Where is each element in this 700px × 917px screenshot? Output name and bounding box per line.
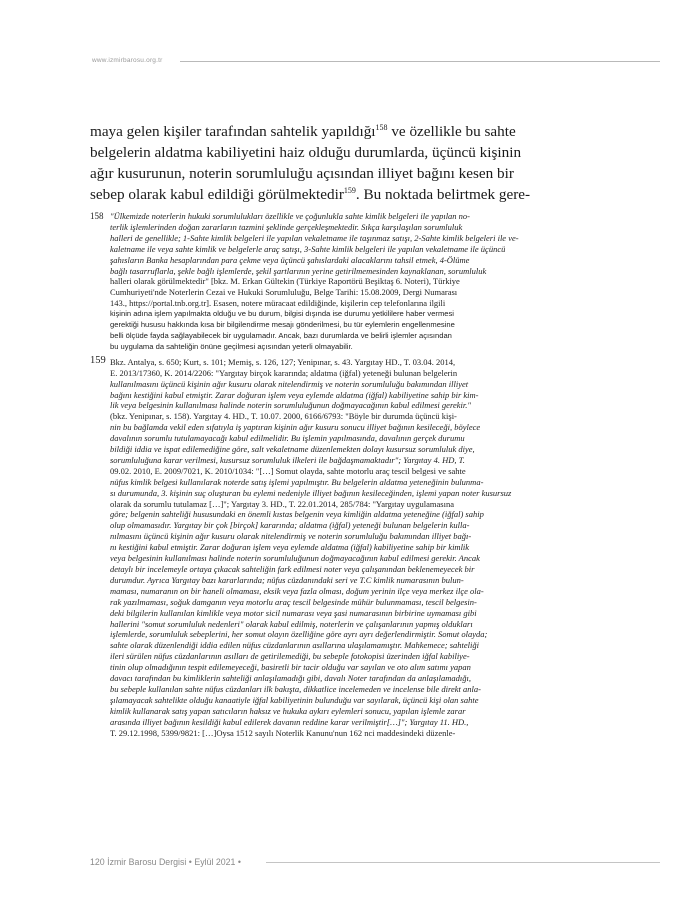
body-text-segment: sebep olarak kabul edildiği görülmektedir [90, 186, 344, 203]
footnote-line: işlemlerde, sorumluluk sebeplerini, her somut olayın özelliğine göre ayrı ayrı değerlendirmiştir. Somut olayda; [110, 629, 488, 640]
footnote-158 [90, 211, 610, 353]
footer-rule [266, 862, 660, 863]
header-url[interactable]: www.izmirbarosu.org.tr [92, 57, 163, 64]
footnote-line: bu uygulama da sahteliğin önüne geçilmesi açısından yeterli olmayabilir. [110, 341, 353, 351]
footnote-number: 158 [90, 211, 104, 221]
footnote-line: olarak da sorumlu tutulamaz […]"; Yargıtay 3. HD., T. 22.01.2014, 285/784: "Yargıtay uygulamasına [110, 498, 454, 509]
footnote-line: şahısların Banka hesaplarından para çekme veya üçüncü şahıslardaki alacaklarını tahsil etmek, 4-Ölüme [110, 254, 470, 265]
footnote-159 [90, 354, 610, 739]
page-footer [90, 857, 241, 867]
footnote-line: durumdur. Ayrıca Yargıtay bazı kararlarında; nüfus cüzdanındaki seri ve T.C kimlik numarasının bulun- [110, 574, 464, 585]
page-number: 120 [90, 857, 105, 867]
footnote-line: hallerini "somut sorumluluk nedenleri" olarak kabul edilmiş, noterlerin ve çalışanlarının yapmış oldukları [110, 618, 473, 629]
body-text [90, 121, 610, 205]
footnote-reference[interactable]: 159 [343, 186, 356, 195]
footnote-line: kimlik kullanarak satış yapan satıcıların haksız ve hukuka aykırı eylemleri sonucu, yapılan işlemle zarar [110, 705, 466, 716]
footnote-line: Bkz. Antalya, s. 650; Kurt, s. 101; Memiş, s. 126, 127; Yenipınar, s. 43. Yargıtay HD., T. 03.04. 2014, [110, 356, 456, 367]
footnote-line: arasında illiyet bağının kesildiği kabul edilerek davanın reddine karar verilmiştir[…]"; Yargıtay 11. HD., [110, 716, 469, 727]
footnote-reference[interactable]: 158 [375, 123, 388, 132]
footnote-line: sahte olarak düzenlendiği iddia edilen nüfus cüzdanlarının asıllarına ulaşılamamıştır. Mahkemece; sahteliği [110, 640, 480, 651]
body-text-segment: ve özellikle bu sahte [387, 123, 516, 140]
footnote-line: belli ölçüde fayda sağlayabilecek bir uygulamadır. Ancak, bazı durumlarda ve belirli işlemler açısından [110, 330, 452, 340]
footnote-line: nüfus kimlik belgesi kullanılarak noterde satış işlemi yapılmıştır. Bu belgelerin aldatma yeteneğinin bulunma- [110, 476, 484, 487]
body-line [90, 142, 610, 163]
footnote-line: davalının sorumlu tutulamayacağı kabul edilmelidir. Bu işlemin yapılmasında, davalının gerçek durumu [110, 433, 465, 444]
body-line [90, 121, 610, 142]
footnote-line: Cumhuriyeti'nde Noterlerin Cezai ve Hukuki Sorumluluğu, Belge Tarihi: 15.08.2009, Dergi Numarası [110, 287, 458, 298]
footnotes [90, 211, 610, 743]
footnote-line: bağlı tasarruflarla, şekle bağlı işlemlerde, şekil şartlarının yerine getirilmemesinden kaynaklanan, sorumluluk [110, 265, 487, 276]
footnote-line: nı kestiğini kabul etmiştir. Zarar doğuran işlem veya eylemde aldatma (iğfal) kabiliyetine sahip bir kimlik [110, 542, 470, 553]
footer-separator: • [188, 857, 192, 867]
body-text-segment: . Bu noktada belirtmek gere- [355, 186, 531, 203]
footnote-line: lik veya belgesinin kullanılması halinde noterin sorumluluğunun doğmayacağının kabul edilmesi gerekir." [110, 400, 471, 411]
footnote-line: terlik işlemlerinden doğan zararların tazmini şeklinde gerçekleşmektedir. Sıkça karşılaşılan sorumluluk [110, 221, 463, 232]
footnote-line: rak yazılmaması, soğuk damganın veya motorlu araç tescil belgesinde mühür bulunmaması, tescil belgesin- [110, 596, 477, 607]
body-line [90, 184, 610, 205]
footnote-line: göre; belgenin sahteliği hususundaki en önemli kıstas belgenin veya kimliğin aldatma yeteneğine (iğfal) sahip [110, 509, 484, 520]
footnote-line: bağını kestiğini kabul etmiştir. Zarar doğuran işlem veya eylemde aldatma (iğfal) kabiliyetine sahip bir kim- [110, 389, 479, 400]
footnote-line: olup olmamasıdır. Yargıtay bir çok [birçok] kararında; aldatma (iğfal) yeteneği bulunan belgelerin kulla- [110, 520, 470, 531]
footnote-line: davacı tarafından bu kimliklerin sahteliği anlaşılamadığı gibi, davalı Noter tarafından da anlaşılamadığı, [110, 673, 472, 684]
footer-journal: İzmir Barosu Dergisi [107, 857, 187, 867]
body-text-segment: maya gelen kişiler tarafından sahtelik yapıldığı [90, 123, 376, 140]
header-rule [180, 61, 660, 62]
footnote-line: tinin olup olmadığının tespit edilemeyeceği, basiretli bir tacir olduğu var sayılan ve oto alım satımı yapan [110, 662, 471, 673]
footnote-line: bu sebeple kullanılan sahte nüfus cüzdanları ilk bakışta, dikkatlice incelemeden ve incelense bile direkt anla- [110, 683, 481, 694]
footnote-line: deki bilgilerin kullanılan kimlikle veya motor sicil numarası veya şasi numarasının birbirine uymaması gibi [110, 607, 477, 618]
footnote-line: detaylı bir incelemeyle ortaya çıkacak sahteliğin fark edilmesi noter veya çalışanından beklenemeyecek bir [110, 564, 475, 574]
footnote-line: şılamayacak sahtelikte olduğu kanaatiyle iğfal kabiliyetinin bulunduğu var sayılarak, üçüncü kişi olan sahte [110, 694, 479, 705]
footnote-line: sorumluluğuna karar verilmesi, kusursuz sorumluluk ilkeleri ile bağdaşmamaktadır"; Yargıtay 4. HD, T. [110, 454, 465, 465]
footnote-line: kullanılmasını üçüncü kişinin ağır kusuru olarak nitelendirmiş ve noterin sorumluluğu bakımından illiyet [110, 378, 469, 389]
footer-issue-date: Eylül 2021 [194, 857, 236, 867]
body-text-segment: ağır kusurunun, noterin sorumluluğu açısından illiyet bağını kesen bir [90, 165, 514, 182]
footnote-line: maması, numaranın on bir haneli olmaması, eksik veya fazla olması, doğum yerinin ilçe veya merkez ilçe ola- [110, 585, 484, 596]
footnote-line: "Ülkemizde noterlerin hukuki sorumlulukları özellikle ve çoğunlukla sahte kimlik belgeleri ile yapılan no- [110, 211, 471, 221]
footnote-line: veya belgesinin kullanılması halinde noterin sorumluluğunun doğmayacağının kabul edilmesi gerekir. Ancak [110, 553, 480, 564]
footnote-number: 159 [90, 354, 106, 366]
footnote-line: kaletname ile veya sahte kimlik ve belgelerle araç satışı, 3-Sahte kimlik belgeleri ile yapılan vekaletname ile üçüncü [110, 243, 506, 254]
footnote-line: kişinin adına işlem yapılmakta olduğu ve bu durum, bilgisi dışında ise durumu yetkililere haber vermesi [110, 309, 454, 319]
footnote-line: 09.02. 2010, E. 2009/7021, K. 2010/1034: "[…] Somut olayda, sahte motorlu araç tescil belgesi ve sahte [110, 465, 466, 476]
body-text-segment: belgelerin aldatma kabiliyetini haiz olduğu durumlarda, üçüncü kişinin [90, 144, 522, 161]
footer-separator-end: • [237, 857, 241, 867]
footnote-line: gerektiği hususu hakkında kısa bir bilgilendirme mesajı gönderilmesi, bu tür eylemlerin engellenmesine [110, 320, 455, 330]
footnote-line: E. 2013/17360, K. 2014/2206: "Yargıtay birçok kararında; aldatma (iğfal) yeteneği bulunan belgelerin [110, 367, 458, 378]
footnote-line: T. 29.12.1998, 5399/9821: […]Oysa 1512 sayılı Noterlik Kanunu'nun 162 nci maddesindeki düzenle- [110, 727, 456, 738]
footnote-line: bildiği iddia ve ispat edilemediğine göre, salt vekaletname düzenlemekten dolayı kusursuz sorumluluk diye, [110, 444, 475, 455]
footnote-line: sı durumunda, 3. kişinin suç oluşturan bu eylemi nedeniyle illiyet bağının kesileceğinden, işlemi yapan noter kusursuz [110, 487, 512, 498]
footnote-line: 143., https://portal.tnb.org.tr]. Esasen, notere müracaat edildiğinde, kişilerin cep telefonlarına ilgili [110, 298, 446, 309]
footnote-line: (bkz. Yenipınar, s. 158). Yargıtay 4. HD., T. 10.07. 2000, 6166/6793: "Böyle bir durumda üçüncü kişi- [110, 411, 457, 422]
footnote-line: halleri de genellikle; 1-Sahte kimlik belgeleri ile yapılan vekaletname ile taşınmaz satışı, 2-Sahte kimlik belgeleri ile ve- [110, 232, 519, 243]
footnote-line: ileri sürülen nüfus cüzdanlarının asılları de getirilemediği, bu sebeple fotokopisi üzerinden iğfal kabiliye- [110, 651, 470, 662]
footnote-line: nin bu bağlamda vekil eden sıfatıyla iş yaptıran kişinin ağır kusuru sonucu illiyet bağının kesileceği, böylece [110, 422, 481, 433]
body-line [90, 163, 610, 184]
footnote-line: nılmasını üçüncü kişinin ağır kusuru olarak nitelendirmiş ve noterin sorumluluğu bakımından illiyet bağı- [110, 531, 472, 542]
footnote-line: halleri olarak görülmektedir" [bkz. M. Erkan Gültekin (Türkiye Raportörü Beşiktaş 6. Noteri), Türkiye [110, 276, 460, 287]
